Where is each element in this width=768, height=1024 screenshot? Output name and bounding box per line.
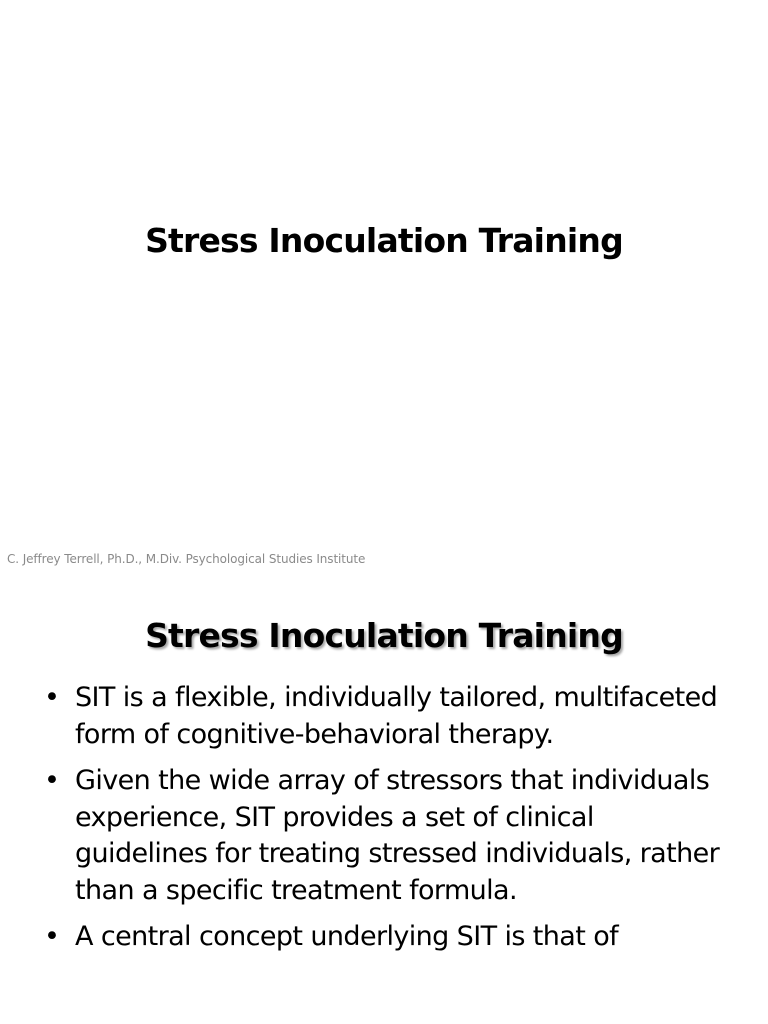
slide-footer: C. Jeffrey Terrell, Ph.D., M.Div. Psychological Studies Institute — [7, 552, 366, 566]
bullet-text: Given the wide array of stressors that individuals experience, SIT provides a set of clinical guidelines for treating stressed individuals, rather than a specific treatment formula. — [75, 765, 720, 906]
bullet-item — [0, 919, 768, 956]
bullet-text: SIT is a flexible, individually tailored, multifaceted form of cognitive-behavioral therapy. — [75, 682, 718, 750]
slide-2-title: Stress Inoculation Training — [145, 616, 623, 655]
bullet-marker: • — [44, 682, 60, 713]
bullet-marker: • — [44, 921, 60, 952]
bullet-marker: • — [44, 765, 60, 796]
bullet-list — [0, 680, 768, 966]
bullet-item — [0, 763, 768, 909]
slide-2 — [0, 580, 768, 1024]
bullet-item — [0, 680, 768, 753]
bullet-text: A central concept underlying SIT is that of — [75, 921, 619, 952]
slide-1-title: Stress Inoculation Training — [145, 221, 623, 260]
